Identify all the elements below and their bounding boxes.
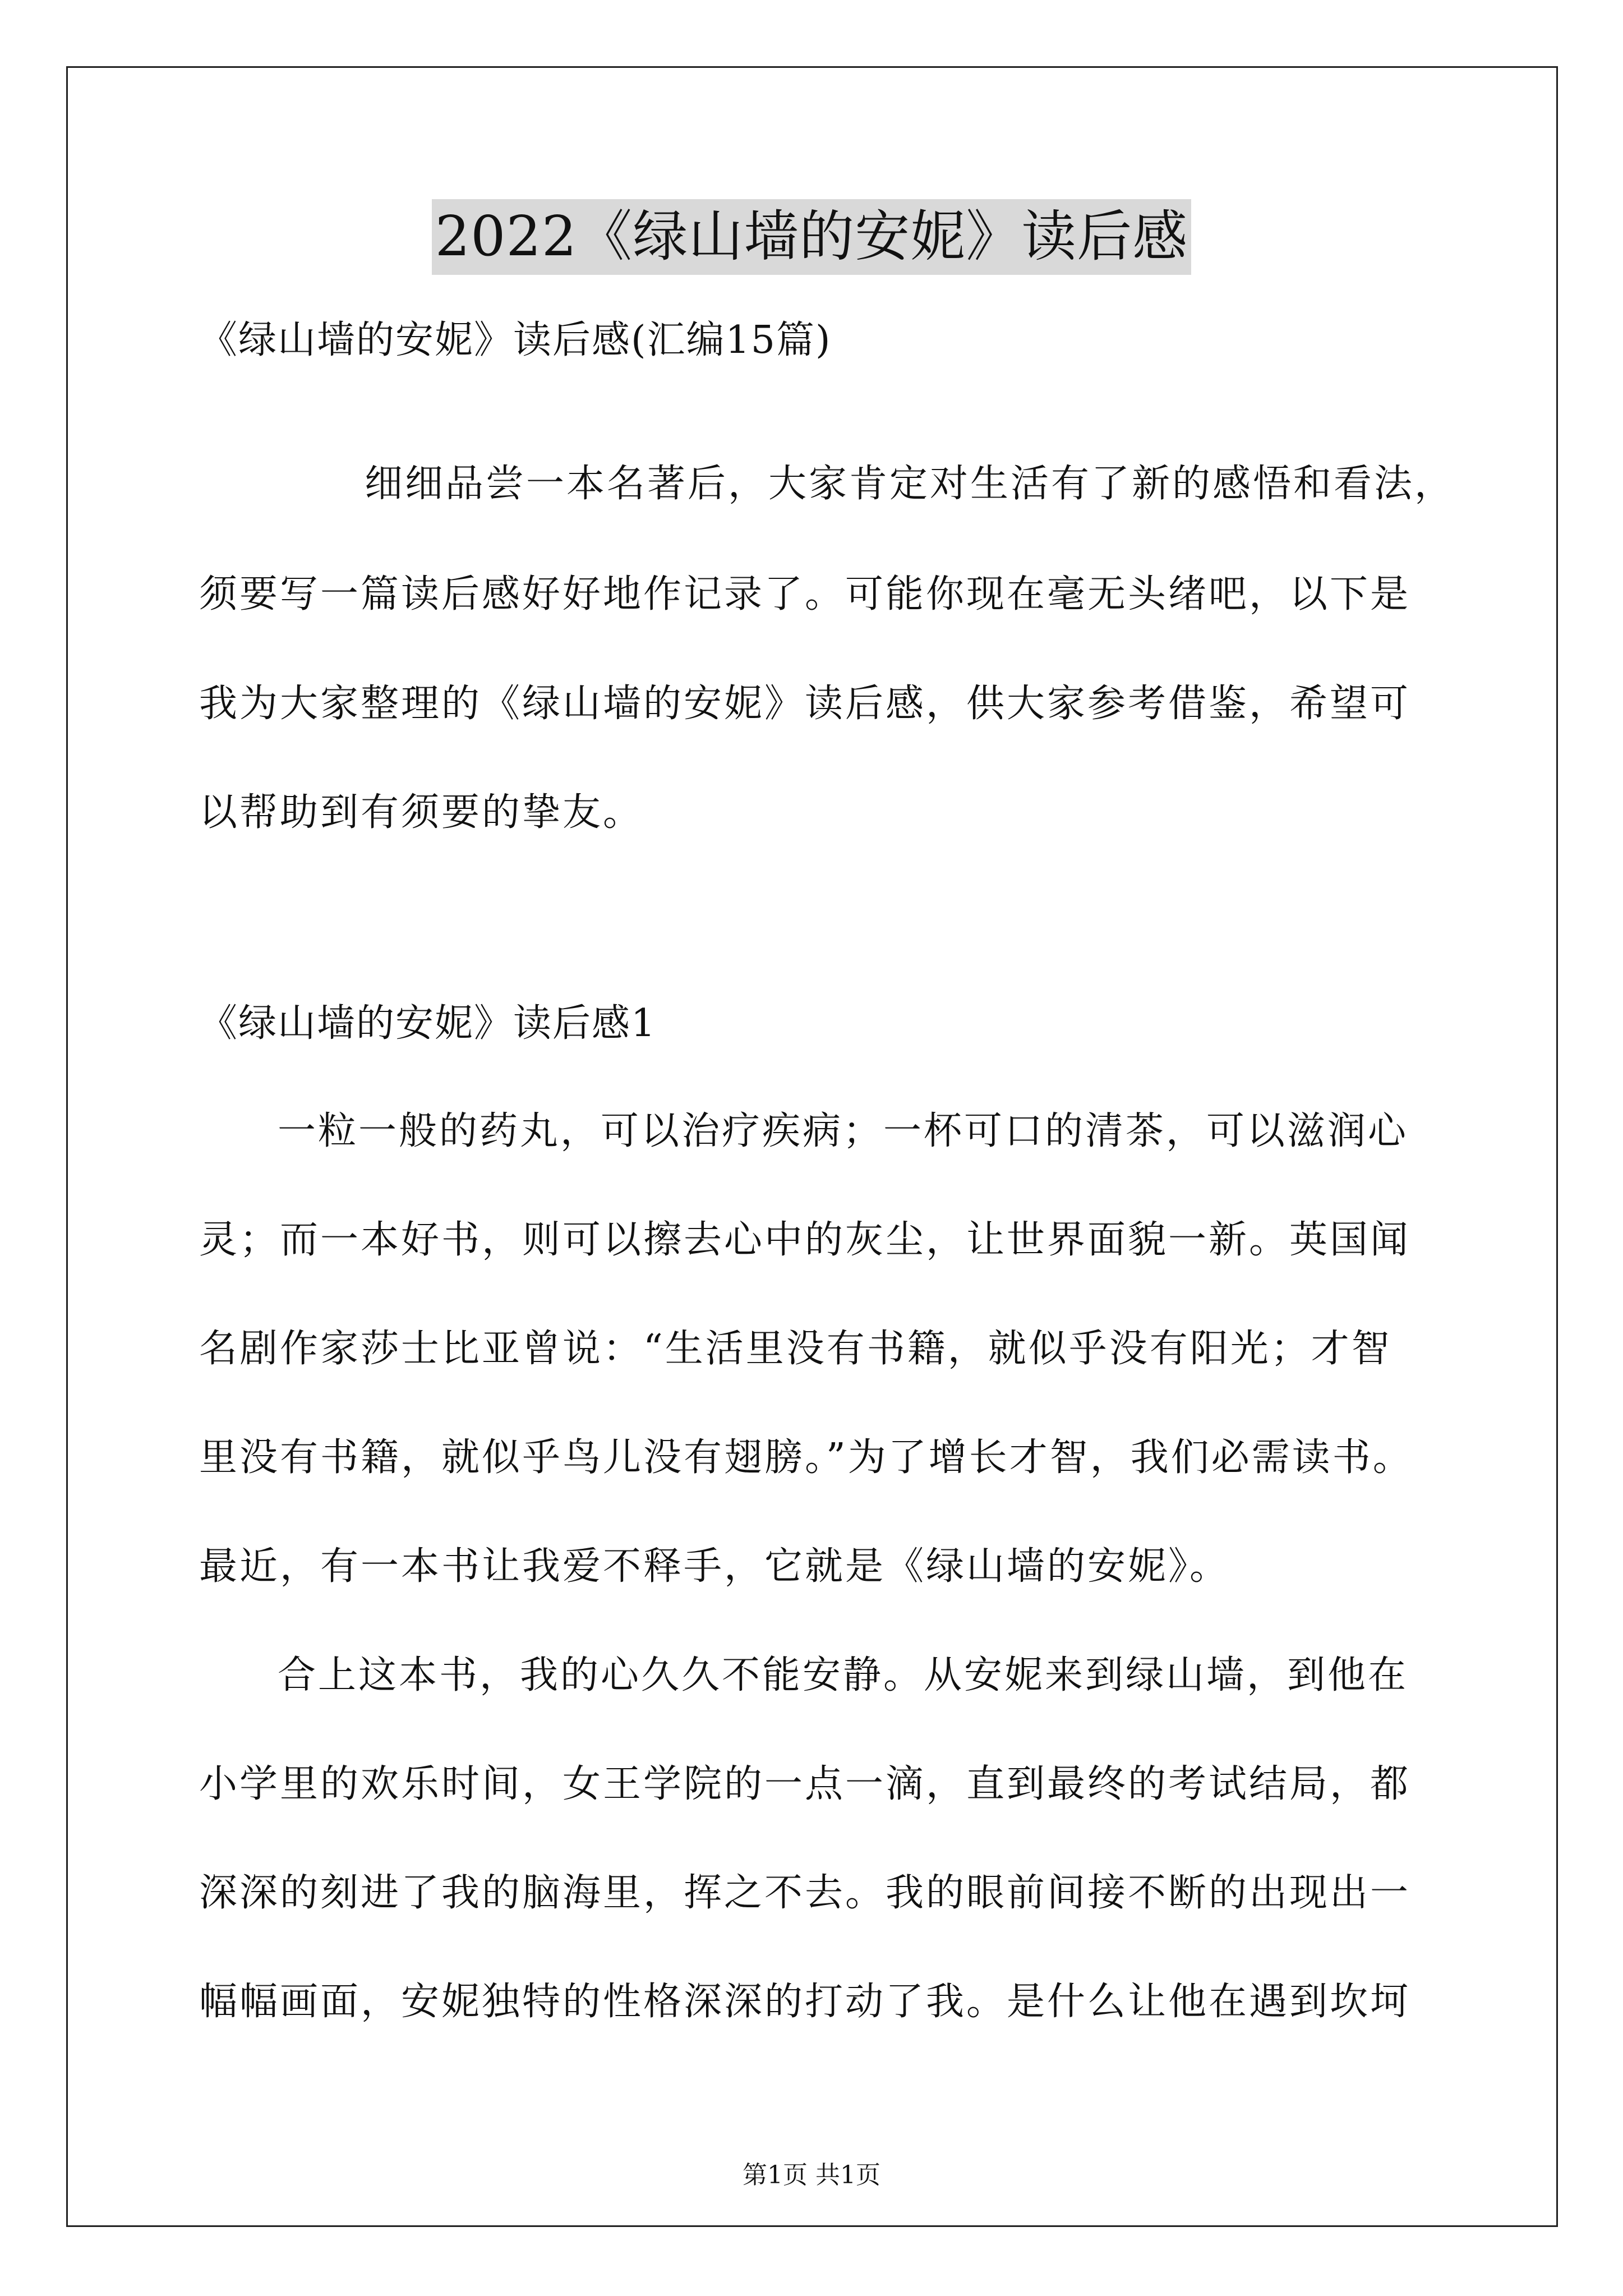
intro-line-1: 细细品尝一本名著后，大家肯定对生活有了新的感悟和看法，: [365, 462, 1455, 506]
intro-line-4: 以帮助到有须要的挚友。: [199, 790, 644, 835]
title-container: [0, 199, 1623, 275]
paragraph2-line-2: 小学里的欢乐时间，女王学院的一点一滴，直到最终的考试结局，都: [199, 1762, 1411, 1806]
collection-heading: 《绿山墙的安妮》读后感(汇编15篇): [199, 318, 832, 362]
paragraph2-line-3: 深深的刻进了我的脑海里，挥之不去。我的眼前间接不断的出现出一: [199, 1871, 1411, 1915]
paragraph1-line-1: 一粒一般的药丸，可以治疗疾病；一杯可口的清茶，可以滋润心: [278, 1109, 1409, 1153]
document-title: 2022《绿山墙的安妮》读后感: [432, 199, 1191, 275]
page-footer: 第1页 共1页: [743, 2161, 880, 2189]
paragraph1-line-2: 灵；而一本好书，则可以擦去心中的灰尘，让世界面貌一新。英国闻: [199, 1218, 1411, 1262]
paragraph1-line-5: 最近，有一本书让我爱不释手，它就是《绿山墙的安妮》。: [199, 1544, 1230, 1589]
paragraph2-line-4: 幅幅画面，安妮独特的性格深深的打动了我。是什么让他在遇到坎坷: [199, 1980, 1411, 2024]
paragraph1-line-3: 名剧作家莎士比亚曾说：“生活里没有书籍，就似乎没有阳光；才智: [199, 1327, 1392, 1371]
paragraph2-line-1: 合上这本书，我的心久久不能安静。从安妮来到绿山墙，到他在: [278, 1653, 1409, 1697]
paragraph1-line-4: 里没有书籍，就似乎鸟儿没有翅膀。”为了增长才智，我们必需读书。: [199, 1435, 1413, 1480]
intro-line-3: 我为大家整理的《绿山墙的安妮》读后感，供大家参考借鉴，希望可: [199, 682, 1411, 726]
intro-line-2: 须要写一篇读后感好好地作记录了。可能你现在毫无头绪吧，以下是: [199, 572, 1411, 616]
section-heading: 《绿山墙的安妮》读后感1: [199, 1001, 657, 1046]
